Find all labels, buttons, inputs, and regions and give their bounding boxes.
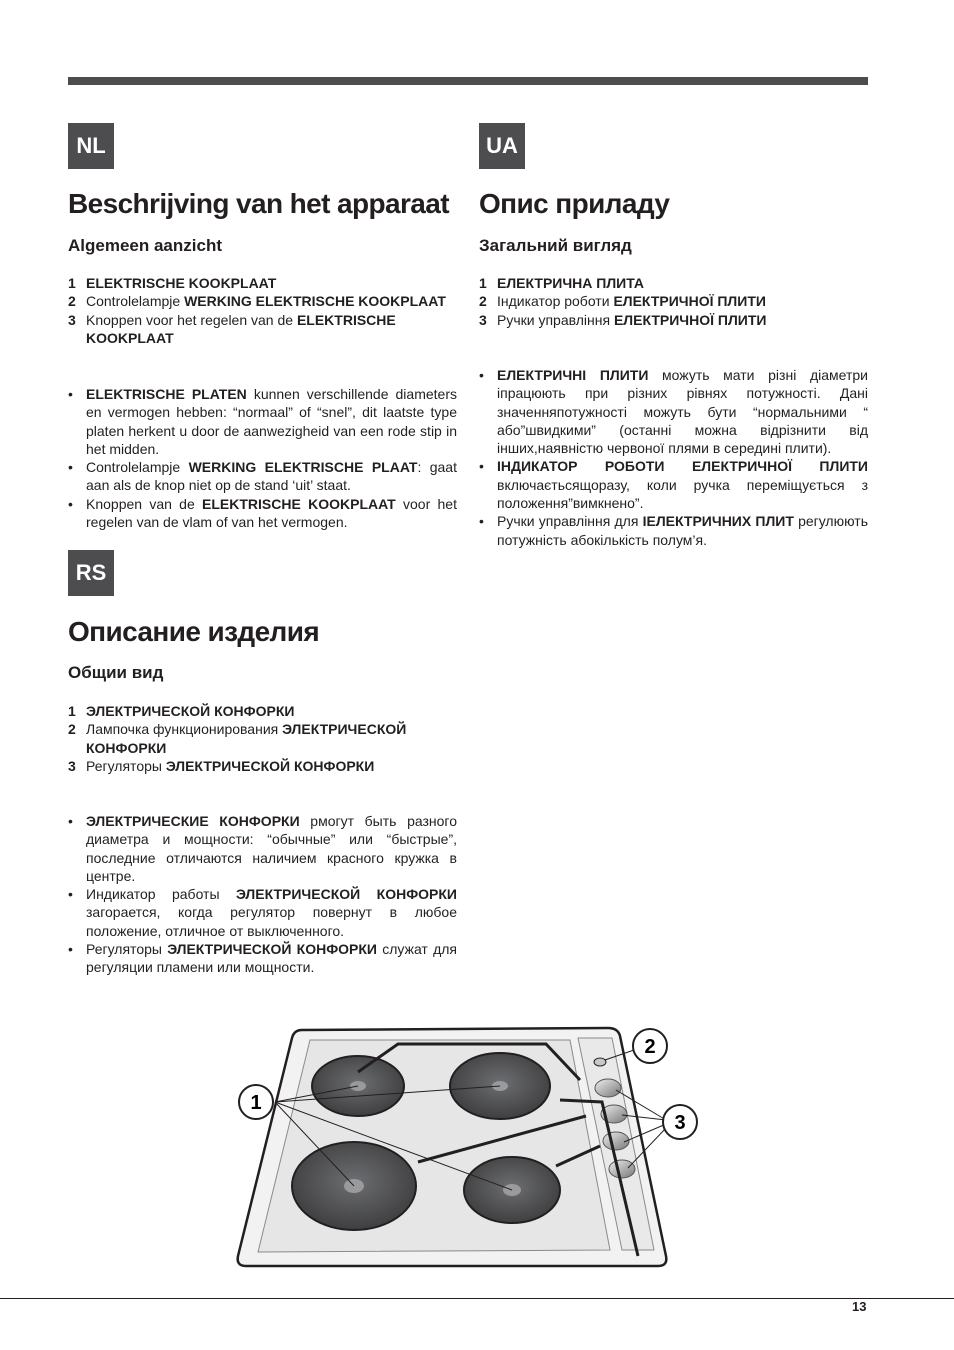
bullet-bold-text: ЭЛЕКТРИЧЕСКОЙ КОНФОРКИ xyxy=(235,886,457,903)
page-number: 13 xyxy=(852,1299,867,1314)
language-badge-ua: UA xyxy=(479,123,525,169)
bullet-bold-text: ЭЛЕКТРИЧЕСКИЕ КОНФОРКИ xyxy=(86,813,300,829)
bullet-item xyxy=(68,458,457,495)
description-list-rs xyxy=(68,812,457,977)
parts-list-nl xyxy=(68,274,457,347)
svg-text:3: 3 xyxy=(674,1112,686,1134)
bullet-text: регулюють потужність абокількість полум’я. xyxy=(497,513,869,548)
bullet-item xyxy=(68,940,457,977)
bullet-item xyxy=(68,812,457,885)
bottom-rule xyxy=(0,1298,954,1299)
bullet-lead: Индикатор работы xyxy=(86,886,236,903)
list-item xyxy=(68,702,457,720)
bullet-item xyxy=(68,385,457,458)
bullet-text: служат для регуляции пламени или мощности. xyxy=(86,941,457,976)
section-title-nl: Beschrijving van het apparaat xyxy=(68,188,449,219)
item-bold-text: ЭЛЕКТРИЧЕСКОЙ КОНФОРКИ xyxy=(86,721,407,756)
bullet-bold-text: ЭЛЕКТРИЧЕСКОЙ КОНФОРКИ xyxy=(167,941,377,958)
bullet-text: рмогут быть разного диаметра и мощности: “обычные” или “быстрые”, последние отличаются наличием красного кружка в центре. xyxy=(86,813,457,884)
bullet-icon: • xyxy=(68,495,73,512)
top-rule xyxy=(68,77,868,85)
bullet-text: включаєтьсящоразу, коли ручка переміщується з положення”вимкнено”. xyxy=(497,476,868,512)
list-item xyxy=(479,311,868,329)
list-item xyxy=(68,757,457,775)
item-bold-text: ELEKTRISCHE KOOKPLAAT xyxy=(86,311,396,346)
bullet-text: загорается, когда регулятор повернут в любое положение, отличное от выключенного. xyxy=(86,904,457,939)
item-text: Knoppen voor het regelen van de xyxy=(86,311,297,328)
control-knob xyxy=(609,1160,635,1178)
callout-1 xyxy=(239,1085,273,1119)
language-badge-nl: NL xyxy=(68,123,114,169)
section-subtitle-nl: Algemeen aanzicht xyxy=(68,236,222,255)
item-bold-text: ЭЛЕКТРИЧЕСКОЙ КОНФОРКИ xyxy=(165,757,375,774)
bullet-text: : gaat aan als de knop niet op de stand ‘uit’ staat. xyxy=(86,459,457,494)
item-number: 2 xyxy=(68,293,76,310)
bullet-lead: Controlelampje xyxy=(86,459,189,476)
parts-list-rs xyxy=(68,702,457,775)
language-badge-rs: RS xyxy=(68,550,114,596)
bullet-icon: • xyxy=(68,813,73,829)
item-bold-text: ЕЛЕКТРИЧНА ПЛИТА xyxy=(497,275,645,291)
bullet-icon: • xyxy=(68,941,73,958)
item-number: 2 xyxy=(68,721,76,738)
item-number: 3 xyxy=(68,311,76,328)
section-subtitle-rs: Общии вид xyxy=(68,663,164,682)
item-text: Індикатор роботи xyxy=(497,293,614,310)
hob-diagram xyxy=(230,1020,710,1280)
bullet-bold-text: ЕЛЕКТРИЧНІ ПЛИТИ xyxy=(497,367,649,383)
callout-2 xyxy=(633,1029,667,1063)
bullet-bold-text: ІНДИКАТОР РОБОТИ ЕЛЕКТРИЧНОЇ ПЛИТИ xyxy=(497,458,868,475)
callout-3 xyxy=(663,1105,697,1139)
bullet-item xyxy=(479,457,868,512)
item-number: 2 xyxy=(479,293,487,310)
bullet-lead: Ручки управління для xyxy=(497,513,643,530)
bullet-item xyxy=(479,512,868,549)
list-item xyxy=(68,274,457,292)
list-item xyxy=(68,292,457,310)
bullet-lead: Knoppen van de xyxy=(86,495,203,512)
bullet-item xyxy=(68,495,457,532)
item-bold-text: ЭЛЕКТРИЧЕСКОЙ КОНФОРКИ xyxy=(86,703,295,719)
bullet-icon: • xyxy=(68,459,73,476)
list-item xyxy=(479,292,868,310)
list-item xyxy=(68,720,457,757)
bullet-icon: • xyxy=(68,886,73,903)
bullet-lead: Регуляторы xyxy=(86,941,168,958)
item-number: 3 xyxy=(68,757,76,774)
item-text: Лампочка функционирования xyxy=(86,721,283,738)
bullet-text: kunnen verschillende diameters en vermogen hebben: “normaal” of “snel”, dit laatste type platen herkent u door de aanwezigheid van een rode stip in het midden. xyxy=(86,386,457,457)
svg-text:2: 2 xyxy=(644,1036,656,1058)
list-item xyxy=(68,311,457,348)
hob-surface xyxy=(258,1040,610,1252)
section-subtitle-ua: Загальний вигляд xyxy=(479,236,632,255)
indicator-lamp xyxy=(594,1058,606,1066)
item-text: Ручки управління xyxy=(497,311,614,328)
bullet-item xyxy=(68,885,457,940)
bullet-icon: • xyxy=(479,458,484,475)
bullet-icon: • xyxy=(68,386,73,402)
bullet-text: voor het regelen van de vlam of van het vermogen. xyxy=(86,495,457,531)
item-bold-text: ELEKTRISCHE KOOKPLAAT xyxy=(86,275,277,291)
bullet-bold-text: ІЕЛЕКТРИЧНИХ ПЛИТ xyxy=(642,513,794,530)
item-number: 1 xyxy=(68,275,76,291)
description-list-ua xyxy=(479,366,868,549)
list-item xyxy=(479,274,868,292)
item-text: Controlelampje xyxy=(86,293,185,310)
item-text: Регуляторы xyxy=(86,757,166,774)
description-list-nl xyxy=(68,385,457,531)
section-title-ua: Опис приладу xyxy=(479,188,670,219)
parts-list-ua xyxy=(479,274,868,329)
svg-text:1: 1 xyxy=(250,1092,262,1114)
bullet-item xyxy=(479,366,868,457)
bullet-bold-text: ELEKTRISCHE KOOKPLAAT xyxy=(202,495,396,512)
item-number: 1 xyxy=(479,275,487,291)
item-bold-text: WERKING ELEKTRISCHE KOOKPLAAT xyxy=(184,293,446,310)
bullet-icon: • xyxy=(479,513,484,530)
section-title-rs: Описание изделия xyxy=(68,616,320,647)
bullet-bold-text: WERKING ELEKTRISCHE PLAAT xyxy=(188,459,418,476)
bullet-icon: • xyxy=(479,367,484,383)
control-knob xyxy=(595,1079,621,1097)
bullet-bold-text: ELEKTRISCHE PLATEN xyxy=(86,386,247,402)
bullet-text: можуть мати різні діаметри іпрацюють при різних рівнях потужності. Дані значенняпотужності можуть бути “нормальними “ або”швидкими” (останні можна відрізнити від інших,наявністю червоної плями в середині плити). xyxy=(497,367,868,457)
item-bold-text: ЕЛЕКТРИЧНОЇ ПЛИТИ xyxy=(613,293,766,310)
item-bold-text: ЕЛЕКТРИЧНОЇ ПЛИТИ xyxy=(613,311,767,328)
item-number: 3 xyxy=(479,311,487,328)
item-number: 1 xyxy=(68,703,76,719)
